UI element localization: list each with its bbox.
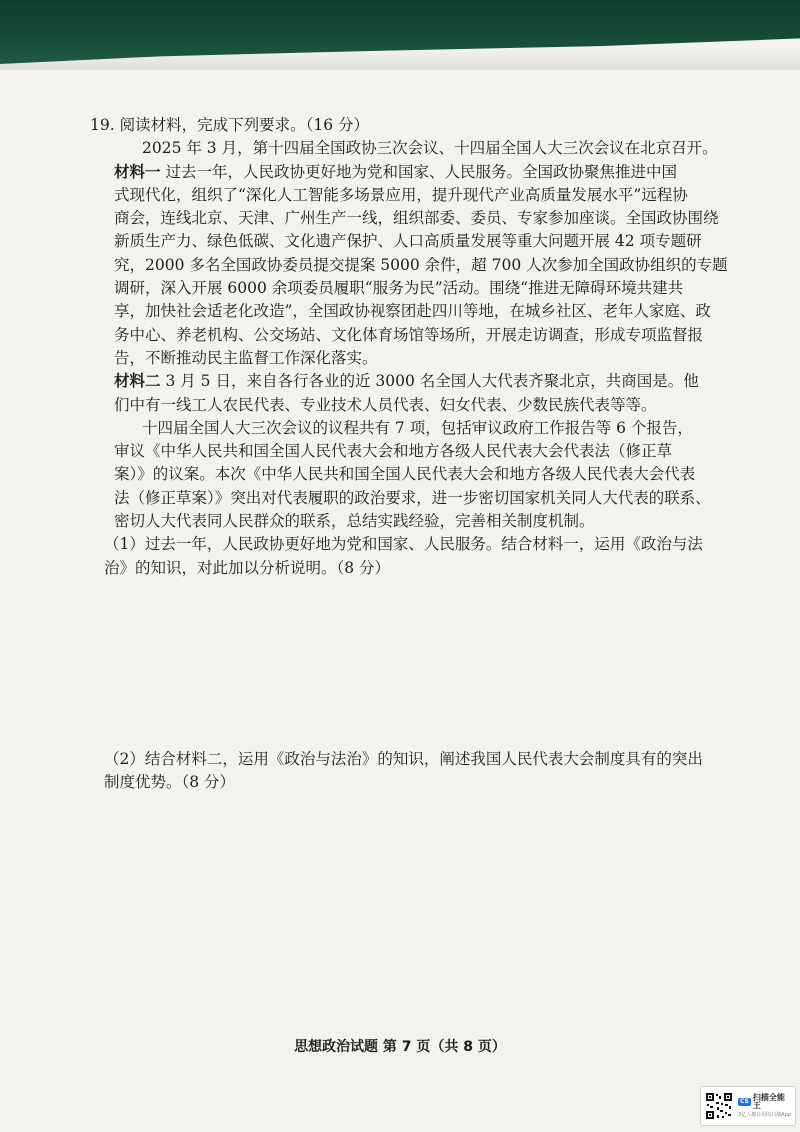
scanner-brand-name: 扫描全能王 — [752, 1093, 785, 1110]
scanner-text — [738, 1094, 791, 1118]
sub-question-1-line: 治》的知识，对此加以分析说明。（8 分） — [104, 558, 391, 577]
sub-question-1 — [90, 533, 750, 580]
material-2-line-1: 材料二 3 月 5 日，来自各行各业的近 3000 名全国人大代表齐聚北京，共商国是。他 — [114, 372, 699, 391]
material-2-paragraph-line: 密切人大代表同人民群众的联系，总结实践经验，完善相关制度机制。 — [114, 512, 595, 531]
material-1-line-1: 材料一 过去一年，人民政协更好地为党和国家、人民服务。全国政协聚焦推进中国 — [114, 162, 677, 181]
sub-question-1-line: （1）过去一年，人民政协更好地为党和国家、人民服务。结合材料一，运用《政治与法 — [104, 535, 703, 554]
page-footer: 思想政治试题 第 7 页（共 8 页） — [294, 1039, 506, 1055]
material-1-line: 务中心、养老机构、公交场站、文化体育场馆等场所，开展走访调查，形成专项监督报 — [114, 325, 704, 344]
material-2-paragraph-line: 十四届全国人大三次会议的议程共有 7 项，包括审议政府工作报告等 6 个报告， — [142, 418, 693, 437]
material-2-line: 们中有一线工人农民代表、专业技术人员代表、妇女代表、少数民族代表等等。 — [114, 395, 657, 414]
material-2-paragraph-line: 案）》的议案。本次《中华人民共和国全国人民代表大会和地方各级人民代表大会代表 — [114, 465, 696, 484]
scanner-watermark — [700, 1086, 796, 1126]
material-1-line: 商会，连线北京、天津、广州生产一线，组织部委、委员、专家参加座谈。全国政协围绕 — [114, 209, 719, 228]
question-header: 19. 阅读材料，完成下列要求。（16 分） — [90, 116, 369, 134]
material-1-line: 式现代化，组织了“深化人工智能多场景应用，提升现代产业高质量发展水平”远程协 — [114, 185, 688, 204]
answer-space — [90, 580, 750, 748]
material-2-paragraph-line: 审议《中华人民共和国全国人民代表大会和地方各级人民代表大会代表法（修正草 — [114, 442, 673, 461]
material-2-label: 材料二 — [114, 372, 161, 391]
sub-question-2-line: （2）结合材料二，运用《政治与法治》的知识，阐述我国人民代表大会制度具有的突出 — [104, 749, 703, 768]
sub-question-2-line: 制度优势。（8 分） — [104, 773, 236, 792]
material-1-line: 新质生产力、绿色低碳、文化遗产保护、人口高质量发展等重大问题开展 42 项专题研 — [114, 232, 702, 251]
scanner-brand — [738, 1094, 791, 1110]
question-content — [90, 114, 750, 795]
question-intro: 2025 年 3 月，第十四届全国政协三次会议、十四届全国人大三次会议在北京召开。 — [142, 139, 718, 158]
material-1-line: 究，2000 多名全国政协委员提交提案 5000 余件，超 700 人次参加全国政协组织的专题 — [114, 255, 728, 274]
scanner-tagline: 3亿人都在用的扫描App — [738, 1112, 791, 1118]
qr-code-icon — [705, 1092, 733, 1120]
top-green-band — [0, 0, 800, 64]
material-1-label: 材料一 — [114, 162, 161, 181]
sub-question-2 — [90, 748, 750, 795]
material-1-line: 调研，深入开展 6000 余项委员履职“服务为民”活动。围绕“推进无障碍环境共建共 — [114, 279, 684, 298]
material-1-line: 享，加快社会适老化改造”，全国政协视察团赴四川等地，在城乡社区、老年人家庭、政 — [114, 302, 711, 321]
material-2 — [90, 370, 750, 533]
material-1-line: 告，不断推动民主监督工作深化落实。 — [114, 348, 378, 367]
material-1 — [90, 161, 750, 371]
cs-logo-icon: CS — [740, 1098, 749, 1105]
material-2-paragraph-line: 法（修正草案）》突出对代表履职的政治要求，进一步密切国家机关同人大代表的联系、 — [114, 488, 711, 507]
